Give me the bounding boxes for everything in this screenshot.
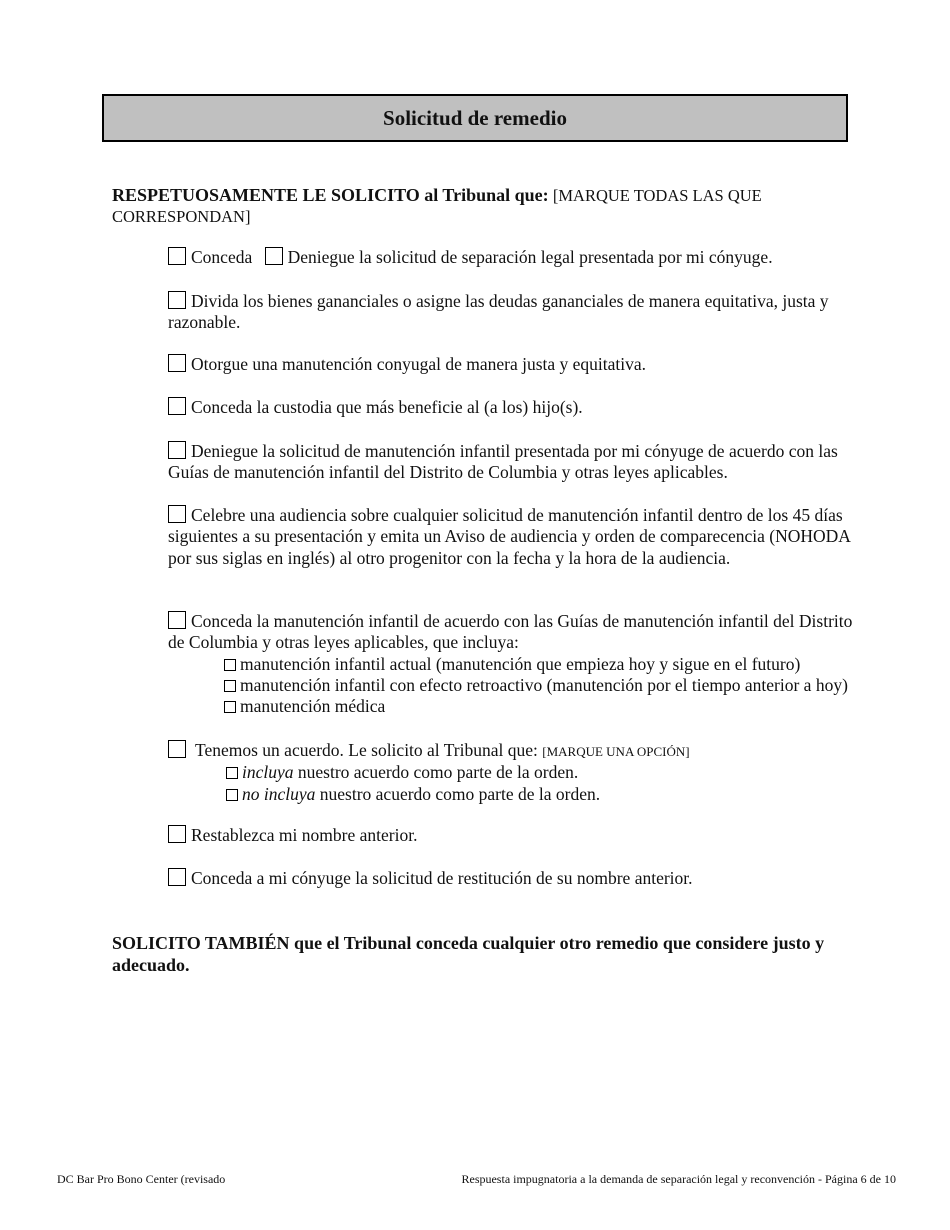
closing-request: SOLICITO TAMBIÉN que el Tribunal conceda cualquier otro remedio que considere justo y adecuado.	[112, 933, 825, 975]
intro-bold-text: RESPETUOSAMENTE LE SOLICITO al Tribunal que:	[112, 185, 549, 205]
retroactive-support-checkbox[interactable]	[224, 680, 236, 692]
child-support-option	[168, 675, 858, 696]
spousal-support-label: Otorgue una manutención conyugal de manera justa y equitativa.	[191, 354, 647, 374]
item-hearing	[168, 505, 858, 569]
child-support-option	[168, 696, 858, 717]
hearing-label: Celebre una audiencia sobre cualquier solicitud de manutención infantil dentro de los 45 días siguientes a su presentación y emita un Aviso de audiencia y orden de comparecencia (NOHODA por sus siglas en inglés) al otro progenitor con la fecha y la hora de la audiencia.	[168, 505, 850, 568]
include-emphasis: incluya	[242, 762, 294, 783]
intro-paragraph	[112, 185, 832, 227]
retroactive-support-label: manutención infantil con efecto retroactivo (manutención por el tiempo anterior a hoy)	[240, 674, 848, 695]
deny-checkbox[interactable]	[265, 247, 283, 265]
custody-checkbox[interactable]	[168, 397, 186, 415]
grant-child-support-checkbox[interactable]	[168, 611, 186, 629]
item-property	[168, 291, 858, 334]
item-restore-name	[168, 825, 858, 846]
item-spouse-name	[168, 868, 858, 889]
hearing-checkbox[interactable]	[168, 505, 186, 523]
exclude-agreement-checkbox[interactable]	[226, 789, 238, 801]
agreement-option	[168, 784, 858, 805]
footer-right: Respuesta impugnatoria a la demanda de separación legal y reconvención - Página 6 de 10	[461, 1172, 896, 1186]
section-title: Solicitud de remedio	[383, 105, 567, 130]
item-agreement	[168, 740, 858, 805]
medical-support-label: manutención médica	[240, 696, 386, 717]
child-support-option	[168, 654, 858, 675]
grant-checkbox[interactable]	[168, 247, 186, 265]
current-support-label: manutención infantil actual (manutención que empieza hoy y sigue en el futuro)	[240, 653, 801, 674]
deny-separation-label: Deniegue la solicitud de separación legal presentada por mi cónyuge.	[287, 247, 773, 267]
item-deny-child-support	[168, 441, 858, 484]
restore-name-checkbox[interactable]	[168, 825, 186, 843]
spouse-name-label: Conceda a mi cónyuge la solicitud de restitución de su nombre anterior.	[191, 868, 693, 888]
grant-label: Conceda	[191, 247, 253, 267]
exclude-emphasis: no incluya	[242, 783, 316, 804]
medical-support-checkbox[interactable]	[224, 701, 236, 713]
footer-left: DC Bar Pro Bono Center (revisado	[57, 1172, 226, 1186]
spouse-name-checkbox[interactable]	[168, 868, 186, 886]
custody-label: Conceda la custodia que más beneficie al (a los) hijo(s).	[191, 397, 583, 417]
item-grant-deny-separation	[168, 247, 858, 268]
deny-child-support-checkbox[interactable]	[168, 441, 186, 459]
agreement-label: Tenemos un acuerdo. Le solicito al Tribunal que:	[195, 740, 538, 760]
section-header	[102, 94, 848, 142]
agreement-note: [MARQUE UNA OPCIÓN]	[542, 744, 690, 759]
spousal-support-checkbox[interactable]	[168, 354, 186, 372]
include-agreement-checkbox[interactable]	[226, 767, 238, 779]
item-spousal-support	[168, 354, 858, 375]
agreement-checkbox[interactable]	[168, 740, 186, 758]
property-checkbox[interactable]	[168, 291, 186, 309]
exclude-agreement-label: nuestro acuerdo como parte de la orden.	[319, 783, 601, 804]
restore-name-label: Restablezca mi nombre anterior.	[191, 825, 418, 845]
item-grant-child-support	[168, 611, 858, 717]
agreement-option	[168, 762, 858, 783]
property-label: Divida los bienes gananciales o asigne las deudas gananciales de manera equitativa, justa y razonable.	[168, 291, 829, 333]
intro-note: [MARQUE TODAS LAS QUE CORRESPONDAN]	[112, 186, 762, 226]
item-custody	[168, 397, 858, 418]
include-agreement-label: nuestro acuerdo como parte de la orden.	[297, 762, 579, 783]
grant-child-support-label: Conceda la manutención infantil de acuerdo con las Guías de manutención infantil del Distrito de Columbia y otras leyes aplicables, que incluya:	[168, 611, 853, 653]
deny-child-support-label: Deniegue la solicitud de manutención infantil presentada por mi cónyuge de acuerdo con las Guías de manutención infantil del Distrito de Columbia y otras leyes aplicables.	[168, 441, 838, 483]
current-support-checkbox[interactable]	[224, 659, 236, 671]
